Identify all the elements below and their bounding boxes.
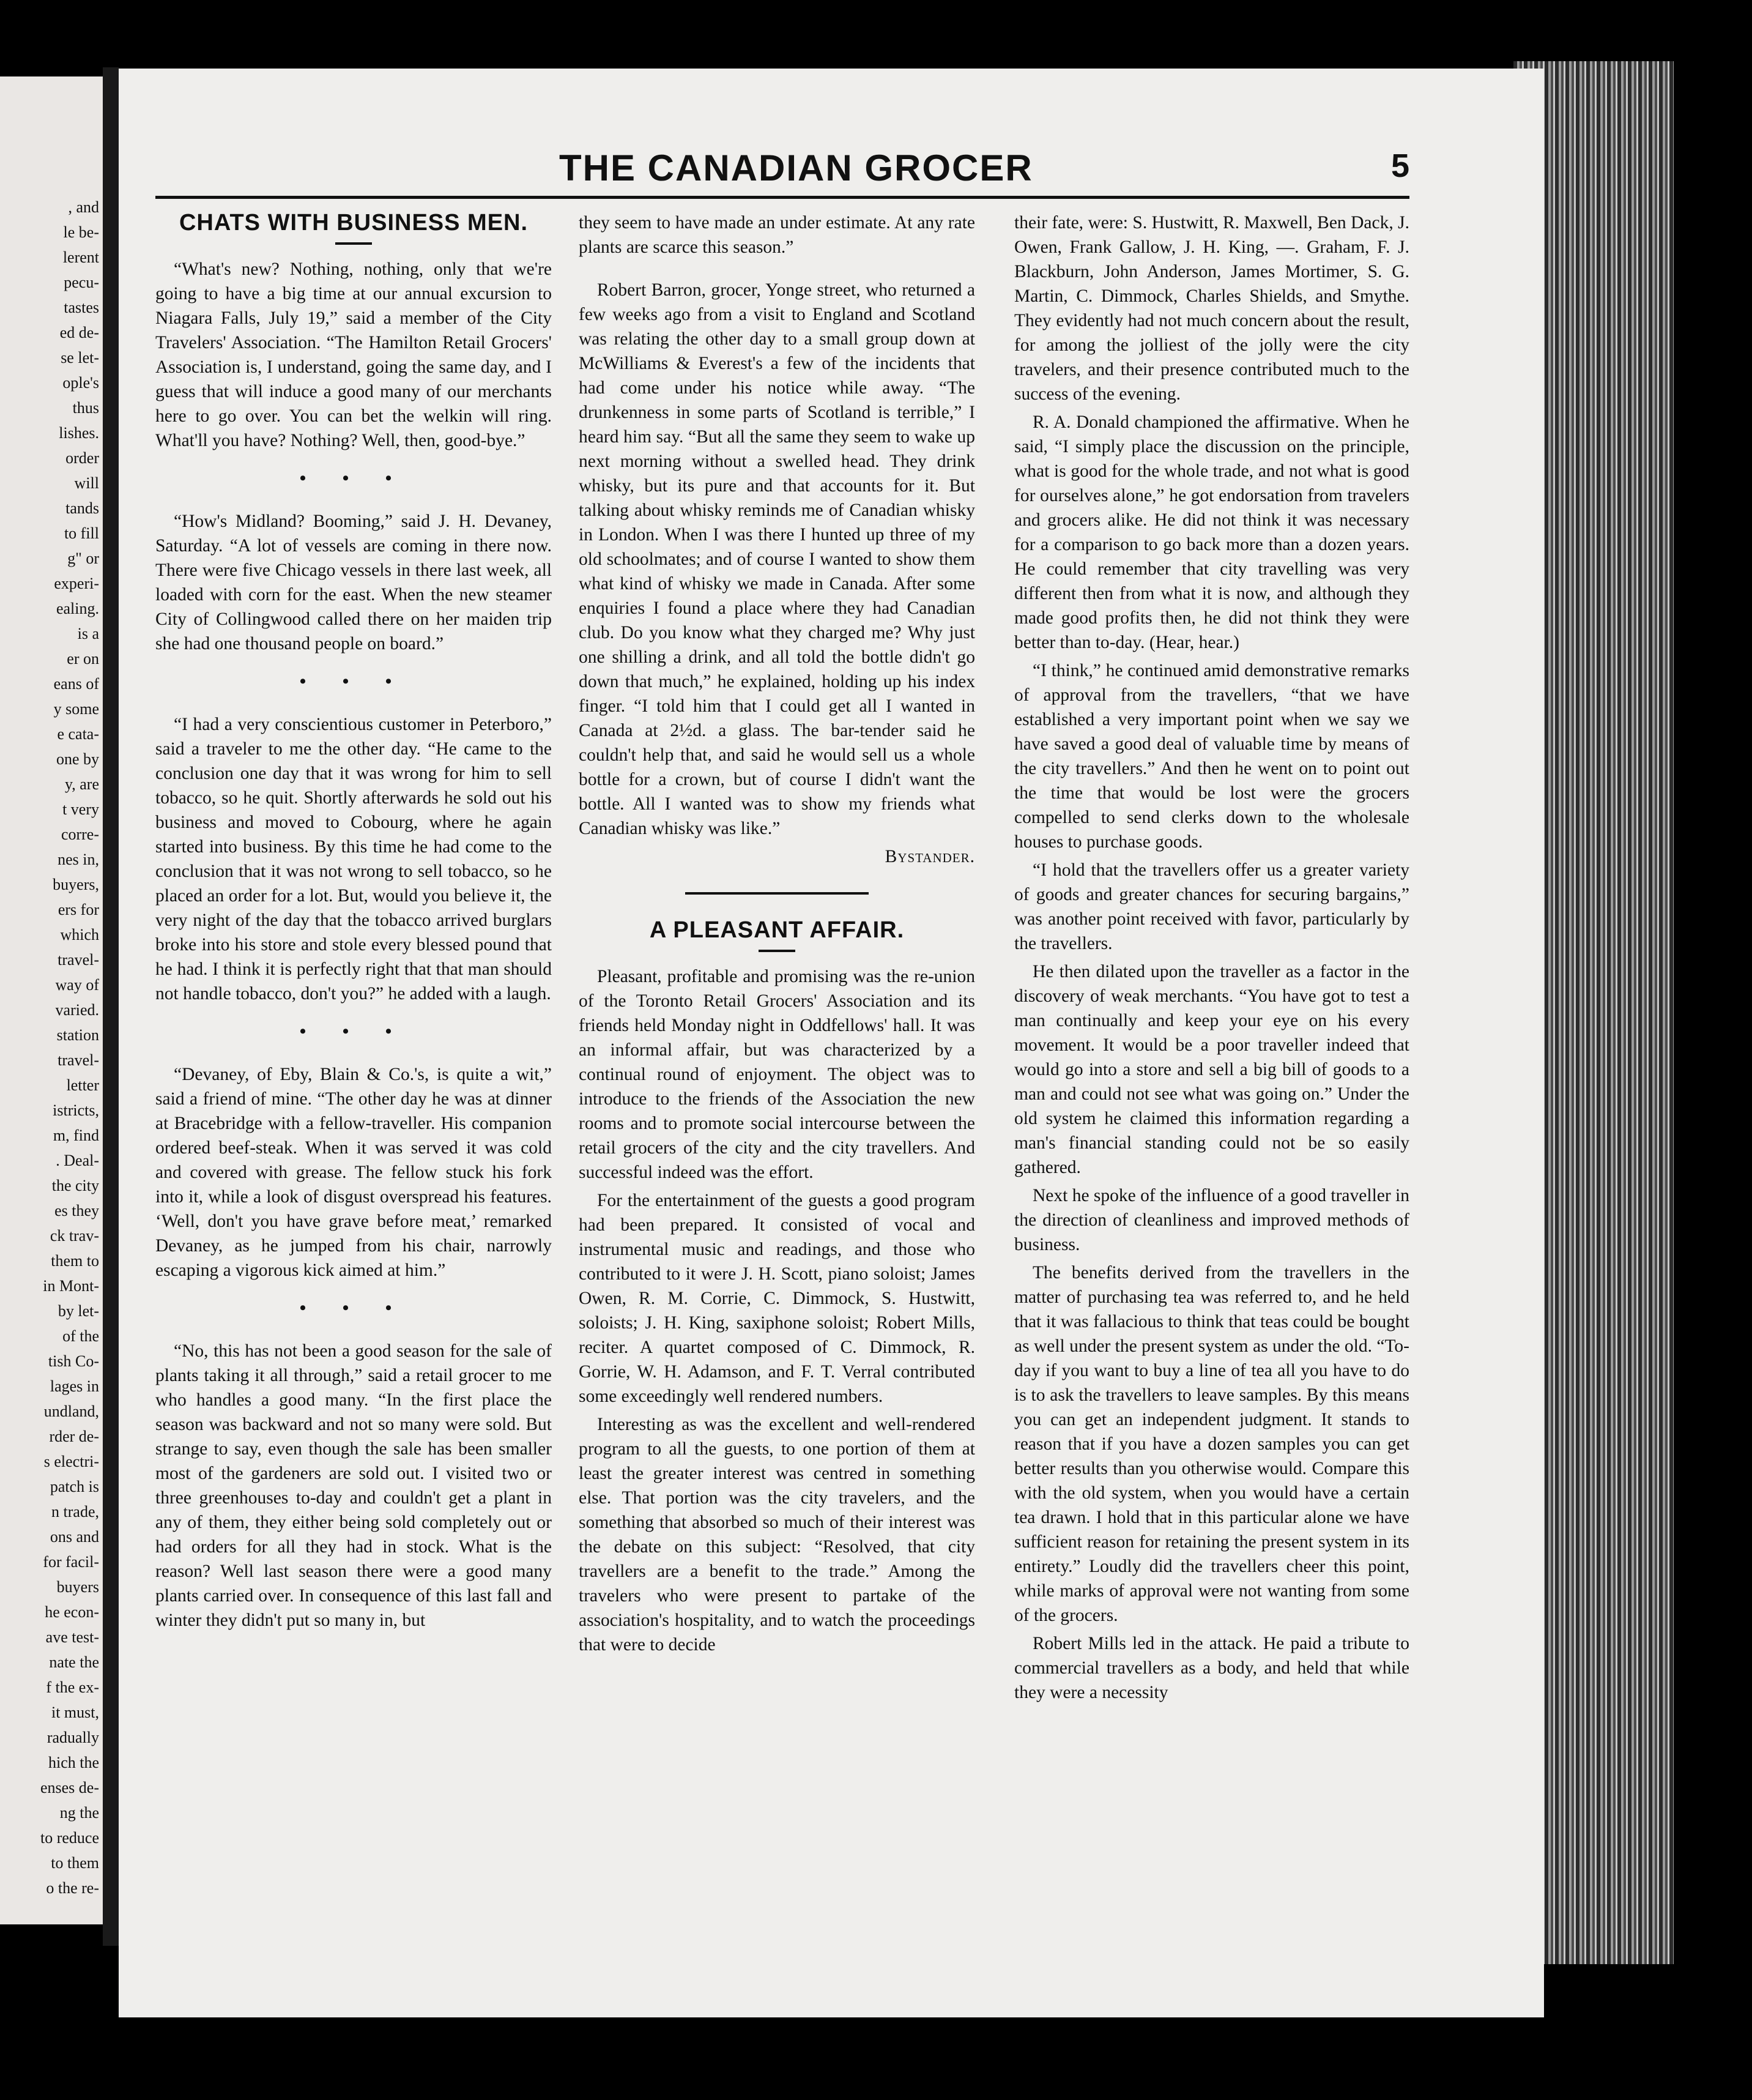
heading-dash xyxy=(759,950,795,952)
strip-line: rder de- xyxy=(49,1428,99,1445)
paragraph: R. A. Donald championed the affirmative. When he said, “I simply place the discussion on the principle, what is good for the whole trade, and not what is good for ourselves alone,” he got endorsation from travelers and grocers alike. He did not think it was necessary for a comparison to go back more than a dozen years. He could remember that city travelling was very different then from what it is now, and although they made good profits then, he did not think they were better than to-day. (Hear, hear.) xyxy=(1014,412,1409,652)
strip-line: lerent xyxy=(62,248,99,266)
section-separator: • • • xyxy=(299,1021,408,1041)
page-title: THE CANADIAN GROCER xyxy=(559,147,1033,188)
column-1 xyxy=(155,210,552,1636)
strip-line: istricts, xyxy=(53,1101,99,1119)
paragraph: Next he spoke of the influence of a good traveller in the direction of cleanliness and improved methods of business. xyxy=(1014,1186,1409,1254)
strip-line: it must, xyxy=(51,1703,99,1721)
strip-line: will xyxy=(74,474,99,492)
strip-line: y, are xyxy=(64,775,99,793)
strip-line: the city xyxy=(51,1177,99,1194)
strip-line: ng the xyxy=(59,1804,99,1822)
strip-line: letter xyxy=(66,1076,99,1094)
strip-line: experi- xyxy=(54,575,99,592)
page-number: 5 xyxy=(1391,147,1410,184)
paragraph: “What's new? Nothing, nothing, only that we're going to have a big time at our annual excursion to Niagara Falls, July 19,” said a member of the City Travelers' Association. “The Hamilton Retail Grocers' Association is, I understand, going the same day, and I guess that will induce a good many of our merchants here to go over. You can bet the welkin will ring. What'll you have? Nothing? Well, then, good-bye.” xyxy=(155,259,552,450)
strip-line: hich the xyxy=(48,1754,99,1771)
article-heading-chats: CHATS WITH BUSINESS MEN. xyxy=(179,210,529,236)
paragraph: “I had a very conscientious customer in Peterboro,” said a traveler to me the other day. “He came to the conclusion one day that it was wrong for him to sell tobacco, so he quit. Shortly afterwards he sold out his business and moved to Cobourg, where he again started into business. By this time he had come to the conclusion that it was not wrong to sell tobacco, so he placed an order for a lot. But, would you believe it, the very night of the day that the tobacco arrived burglars broke into his store and stole every blessed pound that he had. I think it is perfectly right that that man should not handle tobacco, don't you?” he added with a laugh. xyxy=(155,715,552,1003)
strip-line: le be- xyxy=(63,223,99,241)
article-heading-pleasant-affair: A PLEASANT AFFAIR. xyxy=(649,917,905,943)
section-separator: • • • xyxy=(299,468,408,488)
strip-line: travel- xyxy=(58,951,99,969)
strip-line: lishes. xyxy=(59,424,99,442)
strip-line: of the xyxy=(62,1327,99,1345)
strip-line: way of xyxy=(55,976,99,994)
paragraph: “I think,” he continued amid demonstrative remarks of approval from the travellers, “that we have established a very important point when we say we have saved a good deal of valuable time by means of the city travellers.” And then he went on to point out the time that would be lost were the grocers compelled to send clerks down to the wholesale houses to purchase goods. xyxy=(1014,661,1409,852)
strip-line: s electri- xyxy=(43,1453,99,1470)
binding-gutter xyxy=(103,67,119,1946)
paragraph: “Devaney, of Eby, Blain & Co.'s, is quite a wit,” said a friend of mine. “The other day he was at dinner at Bracebridge with a fellow-traveller. His companion ordered beef-steak. When it was served it was cold and covered with grease. The fellow stuck his fork into it, while a look of disgust overspread his features. ‘Well, don't you have grave before meat,’ remarked Devaney, as he jumped from his chair, narrowly escaping a vigorous kick aimed at him.” xyxy=(155,1065,552,1280)
strip-line: undland, xyxy=(43,1402,99,1420)
paragraph: they seem to have made an under estimate. At any rate plants are scarce this season.” xyxy=(579,213,975,257)
strip-line: for facil- xyxy=(43,1553,99,1571)
strip-line: ons and xyxy=(50,1528,99,1546)
column-2 xyxy=(579,210,975,1661)
strip-line: to reduce xyxy=(40,1829,99,1847)
strip-line: to them xyxy=(51,1854,99,1872)
paragraph: their fate, were: S. Hustwitt, R. Maxwell, Ben Dack, J. Owen, Frank Gallow, J. H. King, —. Graham, F. J. Blackburn, John Anderson, James Mortimer, S. G. Martin, C. Dimmock, Charles Shields, and Smythe. They evidently had not much concern about the result, for among the jolliest of the jolly were the city travelers, and their presence contributed much to the success of the evening. xyxy=(1014,213,1409,404)
strip-line: by let- xyxy=(58,1302,99,1320)
strip-line: ople's xyxy=(62,374,99,392)
article-separator xyxy=(685,892,869,895)
strip-line: t very xyxy=(62,800,99,818)
strip-line: station xyxy=(56,1026,99,1044)
strip-line: eans of xyxy=(53,675,99,693)
paragraph: Robert Mills led in the attack. He paid a tribute to commercial travellers as a body, and held that while they were a necessity xyxy=(1014,1634,1409,1702)
strip-line: is a xyxy=(77,625,99,642)
strip-line: o the re- xyxy=(46,1879,99,1897)
strip-line: es they xyxy=(54,1202,99,1219)
column-3 xyxy=(1014,210,1409,1708)
signature: Bystander. xyxy=(885,847,975,866)
section-separator: • • • xyxy=(299,671,408,691)
strip-line: buyers xyxy=(56,1578,99,1596)
section-separator: • • • xyxy=(299,1298,408,1318)
strip-line: nes in, xyxy=(58,851,99,868)
strip-line: ealing. xyxy=(56,600,99,617)
strip-line: tastes xyxy=(64,299,99,316)
strip-line: ed de- xyxy=(59,324,99,341)
paragraph: Pleasant, profitable and promising was the re-union of the Toronto Retail Grocers' Association and its friends held Monday night in Oddfellows' hall. It was an informal affair, but was characterized by a continual round of enjoyment. The object was to introduce to the friends of the Association the new rooms and to promote social intercourse between the retail grocers of the city and the city travellers. And successful indeed was the effort. xyxy=(579,967,975,1182)
strip-line: nate the xyxy=(49,1653,99,1671)
strip-line: which xyxy=(60,926,99,944)
paragraph: Interesting as was the excellent and well-rendered program to all the guests, to one portion of them at least the greater interest was centred in something else. That portion was the city travelers, and the something that absorbed so much of their interest was the debate on this subject: “Resolved, that city travellers are a benefit to the trade.” Among the travelers who were present to partake of the association's hospitality, and to watch the proceedings that were to decide xyxy=(579,1415,975,1655)
strip-line: f the ex- xyxy=(46,1678,99,1696)
paragraph: “No, this has not been a good season for the sale of plants taking it all through,” said a retail grocer to me who handles a good many. “In the first place the season was backward and not so many were sold. But strange to say, even though the sale has been smaller most of the gardeners are sold out. I visited two or three greenhouses to-day and couldn't get a plant in any of them, they either being sold completely out or had orders for all they had in stock. What is the reason? Well last season there were a good many plants carried over. In consequence of this last fall and winter they didn't put so many in, but xyxy=(155,1341,552,1630)
strip-line: ck trav- xyxy=(50,1227,99,1245)
header-rule xyxy=(155,196,1409,199)
strip-line: buyers, xyxy=(53,876,99,893)
strip-line: g" or xyxy=(67,549,99,567)
strip-line: radually xyxy=(46,1729,99,1746)
paragraph: For the entertainment of the guests a good program had been prepared. It consisted of vocal and instrumental music and readings, and those who contributed to it were J. H. Scott, piano soloist; James Owen, R. M. Corrie, C. Dimmock, S. Hustwitt, soloists; J. H. King, saxiphone soloist; Robert Mills, reciter. A quartet composed of C. Dimmock, R. Gorrie, W. H. Adamson, and F. T. Verral contributed some exceedingly well rendered numbers. xyxy=(579,1191,975,1406)
strip-line: patch is xyxy=(50,1478,99,1495)
strip-line: travel- xyxy=(58,1051,99,1069)
paragraph: He then dilated upon the traveller as a factor in the discovery of weak merchants. “You have got to test a man continually and keep your eye on his every movement. It would be a poor traveller indeed that would go into a store and sell a big bill of goods to a man and could not see what was going on.” Under the old system he claimed this information regarding a man's financial standing could not be so easily gathered. xyxy=(1014,962,1409,1177)
paragraph: Robert Barron, grocer, Yonge street, who returned a few weeks ago from a visit to England and Scotland was relating the other day to a small group down at McWilliams & Everest's a few of the incidents that had come under his notice while away. “The drunkenness in some parts of Scotland is terrible,” I heard him say. “But all the same they seem to wake up next morning without a swelled head. They drink whisky, but its pure and that accounts for it. But talking about whisky reminds me of Canadian whisky in London. When I was there I hunted up three of my old schoolmates; and of course I wanted to show them what kind of whisky we made in Canada. After some enquiries I found a place where they had Canadian club. Do you know what they charged me? Why just one shilling a drink, and all told the bottle didn't go down that much,” he explained, holding up his index finger. “I told him that I could get all I wanted in Canada at 2½d. a glass. The bar-tender said he couldn't help that, and said he would sell us a whole bottle for a crown, but of course I didn't want the bottle. All I wanted was to show my friends what Canadian whisky was like.” xyxy=(579,280,975,838)
adjacent-page-strip xyxy=(0,76,103,1924)
masthead xyxy=(119,147,1544,196)
strip-line: to fill xyxy=(64,524,99,542)
strip-line: them to xyxy=(51,1252,99,1270)
strip-line: ave test- xyxy=(45,1628,99,1646)
strip-line: lages in xyxy=(50,1377,99,1395)
strip-line: he econ- xyxy=(45,1603,99,1621)
paragraph: The benefits derived from the travellers in the matter of purchasing tea was referred to, and he held that it was fallacious to think that teas could be bought as well under the present system as under the old. “To-day if you want to buy a line of tea all you have to do is to ask the travellers to leave samples. By this means you can get an independent judgment. It stands to reason that if you have a dozen samples you can get better results than you otherwise would. Compare this with the old system, when you would have a certain tea drawn. I hold that in this particular alone we have sufficient reason for retaining the present system in its entirety.” Loudly did the travellers cheer this point, while marks of approval were not wanting from some of the grocers. xyxy=(1014,1263,1409,1625)
strip-line: , and xyxy=(68,198,99,216)
heading-dash xyxy=(335,242,372,245)
strip-line: . Deal- xyxy=(56,1152,99,1169)
strip-line: er on xyxy=(67,650,99,668)
strip-line: corre- xyxy=(61,825,99,843)
strip-line: in Mont- xyxy=(43,1277,99,1295)
paragraph: “I hold that the travellers offer us a greater variety of goods and greater chances for securing bargains,” was another point received with favor, particularly by the travellers. xyxy=(1014,860,1409,953)
newspaper-page xyxy=(119,69,1544,2017)
strip-line: thus xyxy=(72,399,99,417)
strip-line: enses de- xyxy=(40,1779,99,1797)
strip-line: tish Co- xyxy=(48,1352,99,1370)
strip-line: pecu- xyxy=(64,274,99,291)
strip-line: e cata- xyxy=(57,725,99,743)
strip-line: ers for xyxy=(58,901,99,918)
strip-line: se let- xyxy=(61,349,99,367)
paragraph: “How's Midland? Booming,” said J. H. Devaney, Saturday. “A lot of vessels are coming in there now. There were five Chicago vessels in there last week, all loaded with corn for the east. When the new steamer City of Collingwood called there on her maiden trip she had one thousand people on board.” xyxy=(155,512,552,653)
strip-line: one by xyxy=(56,750,99,768)
strip-line: tands xyxy=(65,499,99,517)
strip-line: n trade, xyxy=(51,1503,99,1521)
strip-line: m, find xyxy=(53,1126,99,1144)
strip-line: varied. xyxy=(55,1001,99,1019)
strip-line: y some xyxy=(53,700,99,718)
strip-line: order xyxy=(65,449,99,467)
